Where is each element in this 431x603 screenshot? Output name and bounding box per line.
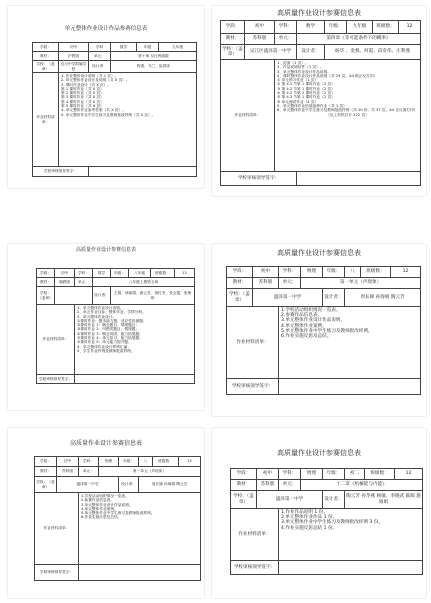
list-item: 4. 单元整体作业参考答案（共 X 页）。: [61, 108, 126, 113]
list-item: 1、单元整体作业设计说明。: [77, 306, 124, 310]
textbook-value: 苏科版: [257, 480, 279, 491]
class-count-value: 12: [391, 267, 421, 278]
textbook-label: 教材：: [221, 34, 245, 45]
class-count-value: 12: [175, 269, 195, 278]
info-table: [32, 42, 197, 177]
list-item: 1、封面（1 页）。: [277, 61, 309, 65]
unit-value: 第一单元（声现象）: [99, 467, 201, 477]
list-item: 6.作业实施反思及总结。: [81, 515, 122, 520]
textbook-label: 教材：: [37, 278, 55, 287]
list-item: 4、单元整体作业设计样例汇编；: [77, 344, 131, 349]
stage-value: 初中: [59, 43, 89, 52]
school-label: 学校：（盖章）: [35, 477, 57, 493]
list-item: ③ 第 4.2 节第 1 课时作业（2 页）: [277, 86, 335, 91]
textbook-value: 湘教版: [55, 278, 75, 287]
list-item: ① 单元预习作业（1 页）: [277, 78, 319, 83]
subject-label: 学科: [89, 43, 111, 52]
list-item: ①课时作业：题本能力题、适应性检测题；: [77, 318, 147, 323]
school-value: [55, 287, 93, 305]
list-item: ②课时作业 1：概念题目、情境题目；: [77, 323, 140, 328]
list-item: 4.作业实施反思总结 1 份。: [281, 525, 338, 531]
school-value: 盛泽第一中学: [57, 477, 119, 493]
list-item: 3.单元整体作业设计作品说明。: [281, 318, 346, 324]
list-item: 3、单元整体作业设计作品说明。: [277, 69, 331, 74]
designer-label: 设计者：: [93, 287, 111, 305]
list-item: 5. 单元整体作业中学生练习及教师批改样例（共 X 页）。: [61, 112, 156, 117]
designer-value: 程燕、马兰、崔国泽: [111, 61, 197, 73]
stage-label: 学段：: [227, 267, 253, 278]
subject-value: 数学: [297, 21, 325, 34]
designer-label: 设计者：: [323, 491, 345, 509]
document-page-3: [8, 244, 204, 410]
page-title: 高质量作业设计参赛信息表: [277, 249, 361, 257]
class-count-label: 班级数：: [151, 269, 175, 278]
sign-label: 学校审核领导签字：: [227, 379, 279, 395]
unit-label: 单元：: [279, 480, 301, 491]
subject-value: 数学: [93, 269, 111, 278]
list-item: 1.作业作品说明 1 份。: [281, 510, 328, 515]
designer-label: 设计者：: [119, 477, 139, 493]
materials-list: [279, 509, 423, 561]
list-item: ③课时作业 2：纠错类题目、情境题；: [77, 327, 140, 332]
designer-label: 设计者：: [89, 61, 111, 73]
list-item: 2.参赛作品信息表。: [81, 498, 115, 503]
designer-label: 设计者：: [297, 45, 325, 60]
grade-label: 年级: [137, 43, 159, 52]
list-item: ④ 第 4.2 节第 2 课时作业（2 页）: [277, 91, 335, 96]
textbook-value: 苏科版: [245, 34, 275, 45]
sign-label: 学校审核领导签字：: [33, 167, 89, 177]
list-item: 第 4 课时作业（共 X 页）: [61, 99, 104, 104]
list-item: 3.单元整体作业设计作品说明。: [81, 502, 133, 507]
list-item: 第 1 课时作业（共 X 页）: [61, 86, 104, 91]
unit-label: 单元：: [89, 52, 111, 61]
textbook-label: 教材：: [231, 480, 257, 491]
textbook-value: 苏科版: [253, 278, 279, 289]
document-page-6: [212, 428, 426, 598]
class-count-label: 班级数：: [365, 469, 395, 480]
textbook-value: 沪教版: [59, 52, 89, 61]
subject-label: 学科：: [279, 267, 301, 278]
materials-list: [75, 305, 195, 375]
class-count-label: 班级数：: [153, 457, 179, 467]
school-label: 学校：（盖章）: [227, 289, 253, 307]
materials-label: 作业材料清单：: [221, 60, 275, 172]
unit-label: 单元：: [279, 278, 301, 289]
school-value: 盛泽第一中学: [253, 289, 323, 307]
page-title: 高质量作业设计参赛信息表: [277, 9, 361, 17]
class-count-label: 班级数：: [373, 21, 399, 34]
materials-list: [275, 60, 421, 172]
subject-label: 学科：: [275, 21, 297, 34]
page-title: 高质量作业设计参赛信息表: [277, 449, 361, 457]
materials-list: [59, 73, 197, 167]
list-item: ⑤课时作业 4：单元复习、能力拓展题；: [77, 336, 143, 341]
unit-value: 第十章 反比例函数: [111, 52, 197, 61]
textbook-label: 教材：: [33, 52, 59, 61]
unit-label: 单元：: [275, 34, 297, 45]
school-value: 吴江区盛泽第一中学: [245, 45, 297, 60]
document-page-4: [212, 244, 426, 416]
list-item: ⑥ 单元测试作业（4 页）: [277, 99, 319, 104]
materials-label: 作业材料清单：: [35, 493, 79, 565]
list-item: 3、单元整体作业设计。: [77, 314, 117, 319]
subject-label: 学科：: [75, 269, 93, 278]
document-page-5: [8, 428, 204, 598]
grade-value: 八: [345, 267, 361, 278]
materials-label: 作业材料清单：: [227, 307, 279, 379]
subject-label: 学科：: [79, 457, 99, 467]
sign-label: 学校审核领导签字：: [221, 172, 297, 186]
materials-label: 作业材料清单：: [231, 509, 279, 561]
designer-value: 陶云芳 孙华燕 顾敏、李晓武 陈晖 施娟娟: [345, 491, 423, 509]
unit-value: 十二章《机械能与内能》: [301, 480, 423, 491]
grade-value: 八年级: [129, 269, 151, 278]
textbook-label: 教材：: [227, 278, 253, 289]
document-page-1: [8, 6, 204, 188]
list-item: ⑤ 第 4.3 节第 1 课时作业（2 页）: [277, 95, 335, 100]
class-count-value: 12: [179, 457, 201, 467]
list-item: 第 3 课时作业（共 X 页）: [61, 95, 104, 100]
textbook-label: 教材：: [35, 467, 57, 477]
list-item: 6.作业实施反思及总结。: [281, 334, 332, 340]
designer-value: 王娟、徐丽娟、唐云芳、徐红芳、张会霞、张海珍: [111, 287, 195, 305]
unit-label: 单元：: [75, 278, 93, 287]
list-item: 2、单元作业目标、整体作业、学情分析。: [77, 310, 146, 315]
unit-value: 八年级上册第五章: [93, 278, 195, 287]
school-value: 宜川中学附属学校: [59, 61, 89, 73]
grade-value: 九年级: [159, 43, 197, 52]
stage-label: 学段：: [33, 43, 59, 52]
list-item: 3.单元整体作业中学生练习及教师批改样例 3 份。: [281, 520, 384, 526]
info-table: [34, 456, 201, 581]
stage-value: 初中: [257, 469, 279, 480]
grade-label: 年级：: [111, 269, 129, 278]
list-item: （以上材料共计 122 页）: [326, 112, 369, 117]
subject-value: 物理: [301, 469, 323, 480]
info-table: [220, 20, 421, 186]
info-table: [230, 468, 423, 575]
list-item: 1.学校活动组织情况一览表。: [81, 494, 129, 498]
grade-label: 年级：: [323, 469, 345, 480]
stage-label: 学段：: [231, 469, 257, 480]
school-label: 学校：（盖章）: [33, 61, 59, 73]
designer-value: 杨华 、金燕、何霞、段奇伟、庄利燕: [325, 45, 421, 60]
list-item: 1.学校活动组织情况一览表。: [281, 308, 341, 313]
list-item: 4、课时整体作业设计作品说明（共 25 页，A4 纸正反打印）: [277, 73, 378, 78]
unit-value: 第一单元（声现象）: [301, 278, 421, 289]
stage-label: 学段：: [35, 457, 57, 467]
grade-value: 九年级: [347, 21, 373, 34]
stage-value: 初中: [57, 457, 79, 467]
sign-label: 学校审核领导签字：: [231, 561, 279, 575]
page-title: 高质量作业设计参赛信息表: [75, 247, 136, 253]
subject-value: 物理: [301, 267, 323, 278]
page-title: 高质量作业设计参赛信息表: [69, 440, 142, 447]
class-count-value: 12: [399, 21, 421, 34]
subject-label: 学科：: [279, 469, 301, 480]
unit-label: 单元：: [79, 467, 99, 477]
stage-label: 学段：: [221, 21, 245, 34]
list-item: 2.参赛作品信息表。: [281, 313, 323, 319]
list-item: 2、作品说明信件（1 页）。: [277, 65, 324, 70]
list-item: 4.单元整体作业案例。: [81, 506, 118, 511]
stage-value: 初中: [55, 269, 75, 278]
stage-value: 初中: [245, 21, 275, 34]
subject-value: 数学: [111, 43, 137, 52]
stage-value: 初中: [253, 267, 279, 278]
info-table: [226, 266, 421, 395]
list-item: 6、单元整体作业中学生练习及教师批改样例（共 10 份，共 37 页，A4 正反面打印）: [277, 108, 418, 113]
list-item: 3. 课时作业设计（共 X 页）。: [61, 82, 112, 87]
designer-value: 周长娣 孙海娟 陶云芳: [139, 477, 201, 493]
list-item: ⑥课时作业 5：单元能力提升题；: [77, 340, 132, 345]
list-item: 5.单元整体作业中学生练习及教师批改样例。: [281, 328, 373, 334]
unit-value: 第四章《等可能条件下的概率》: [297, 34, 421, 45]
document-page-2: [212, 6, 426, 196]
grade-value: 八: [139, 457, 153, 467]
list-item: 5、学生作业样例及教师批改样例。: [77, 348, 135, 353]
list-item: 4.单元整体作业案例。: [281, 323, 327, 329]
school-label: 学校：（盖章）: [37, 287, 55, 305]
grade-label: 年级：: [119, 457, 139, 467]
info-table: [36, 268, 195, 384]
list-item: 1. 作业整体设计说明（共 1 页）。: [61, 74, 119, 78]
page-title: 单元整体作业设计作品参赛信息表: [64, 26, 148, 32]
list-item: 2.单元整体作业作品 1 份。: [281, 515, 338, 521]
stage-label: 学段：: [37, 269, 55, 278]
materials-label: 作业材料清单：: [37, 305, 75, 375]
list-item: 2. 单元整体作业设计及说明（共 X 页）。: [61, 78, 130, 83]
school-value: 盛泽第一中学: [257, 491, 323, 509]
sign-label: 学校审核领导签字：: [35, 565, 79, 581]
class-count-label: 班级数：: [361, 267, 391, 278]
grade-label: 年级：: [325, 21, 347, 34]
list-item: ④课时作业 3：概念巩固、能力拓展题；: [77, 331, 143, 336]
designer-label: 设计者：: [323, 289, 345, 307]
subject-value: 物理: [99, 457, 119, 467]
list-item: 5、单元整体作业拓展延伸作业（共 1 页）: [277, 103, 347, 108]
school-label: 学校：（盖章）: [221, 45, 245, 60]
textbook-value: 苏科版: [57, 467, 79, 477]
grade-label: 年级：: [323, 267, 345, 278]
sign-label: 学校审核领导签字：: [37, 375, 75, 384]
materials-label: 作业材料清单：: [33, 73, 59, 167]
list-item: 第 5 课时作业（共 X 页）: [61, 104, 104, 109]
list-item: 5.单元整体作业中学生练习及教师批改样例。: [81, 511, 155, 516]
designer-value: 周长娣 孙海娟 陶云芳: [345, 289, 421, 307]
materials-list: [279, 307, 421, 379]
materials-list: [79, 493, 201, 565]
class-count-value: 12: [395, 469, 423, 480]
list-item: ② 第 4.1 节第 1 课时作业（2 页）: [277, 82, 335, 87]
list-item: 第 2 课时作业（共 X 页）: [61, 91, 104, 96]
grade-value: 初二: [345, 469, 365, 480]
school-label: 学校：（盖章）: [231, 491, 257, 509]
